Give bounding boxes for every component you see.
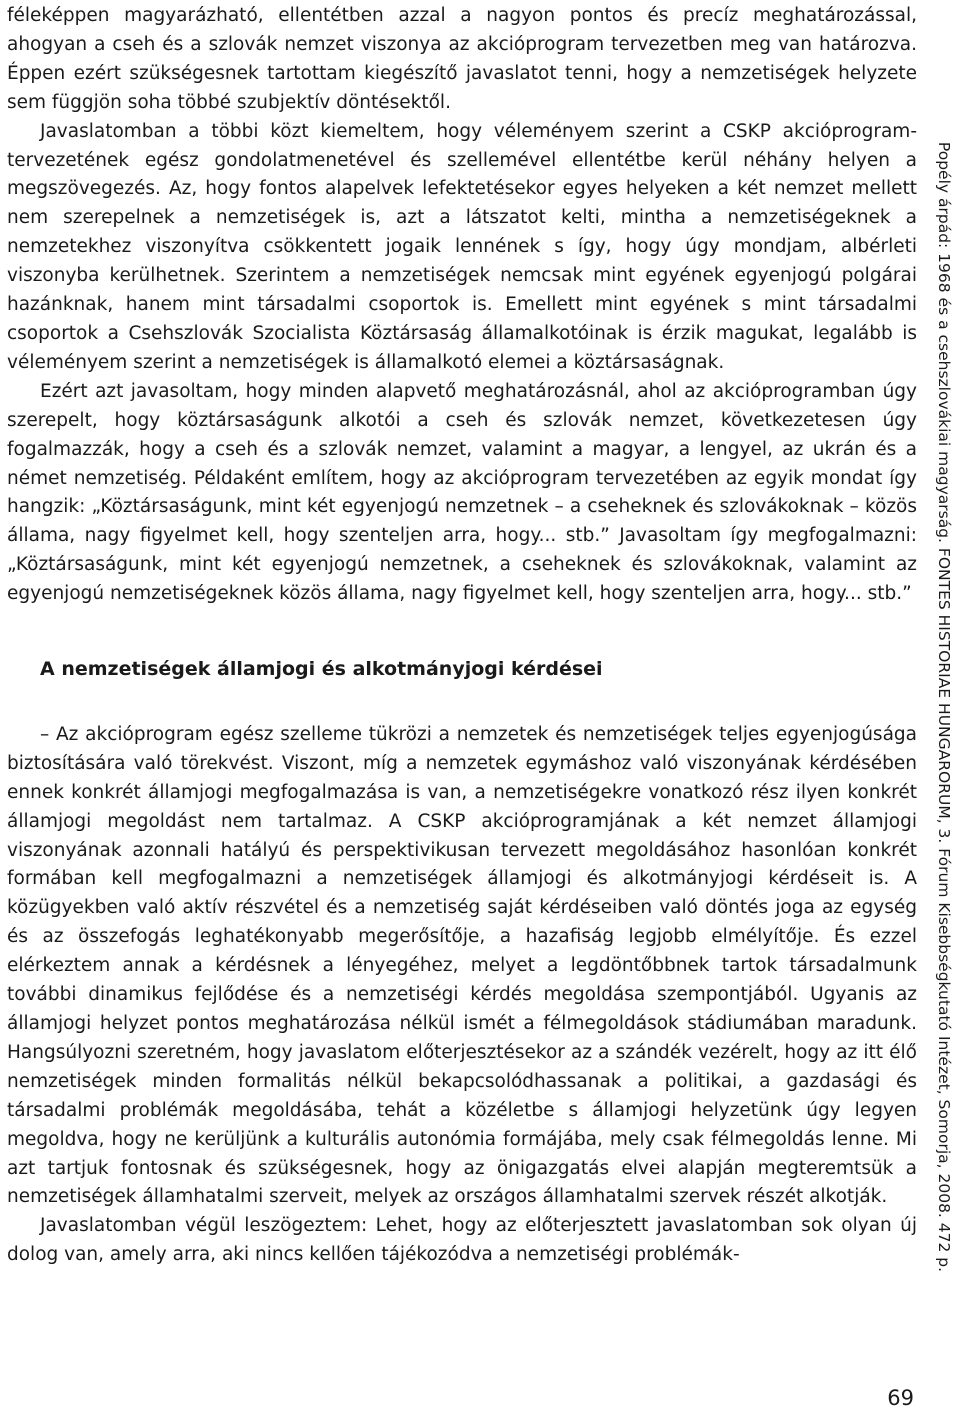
paragraph-2: Javaslatomban a többi közt kiemeltem, hogy véleményem szerint a CSKP akcióprogram-tervezetének egész gondolatmenetével és szellemével ellentétbe kerül néhány helyen a megszövegezés. Az, hogy fontos alapelvek lefektetésekor egyes helyeken a két nemzet mellett nem szerepelnek a nemzetiségek is, azt a látszatot kelti, mintha a nemzetiségeknek a nemzetekhez viszonyítva csökkentett jogaik lennének s így, hogy úgy mondjam, albérleti viszonyba kerülhetnek. Szerintem a nemzetiségek nemcsak mint egyének egyenjogú polgárai hazánknak, hanem mint társadalmi csoportok is. Emellett mint egyének s mint társadalmi csoportok a Csehszlovák Szocialista Köztársaság államalkotóinak is érzik magukat, legalább is véleményem szerint a nemzetiségek is államalkotó elemei a köztársaságnak. (7, 120, 917, 373)
paragraph-5: Javaslatomban végül leszögeztem: Lehet, hogy az előterjesztett javaslatomban sok olyan új dolog van, amely arra, aki nincs kellően tájékozódva a nemzetiségi problémák- (7, 1215, 917, 1266)
paragraph-3: Ezért azt javasoltam, hogy minden alapvető meghatározásnál, ahol az akcióprogramban úgy szerepelt, hogy köztársaságunk alkotói a cseh és szlovák nemzet, következetesen úgy fogalmazzák, hogy a cseh és a szlovák nemzet, valamint a magyar, a lengyel, az ukrán és a német nemzetiség. Példaként említem, hogy az akcióprogram tervezetében az egyik mondat így hangzik: „Köztársaságunk, mint két egyenjogú nemzetnek – a cseheknek és szlovákoknak – közös állama, nagy figyelmet kell, hogy szenteljen arra, hogy... stb.” Javasoltam így megfogalmazni: „Köztársaságunk, mint két egyenjogú nemzetnek, a cseheknek és szlovákoknak, valamint az egyenjogú nemzetiségeknek közös állama, nagy figyelmet kell, hogy szenteljen arra, hogy... stb.” (7, 380, 917, 605)
paragraph-1: féleképpen magyarázható, ellentétben azzal a nagyon pontos és precíz meghatározással, ahogyan a cseh és a szlovák nemzet viszonya az akcióprogram tervezetben meg van határozva. Éppen ezért szükségesnek tartottam kiegészítő javaslatot tenni, hogy a nemzetiségek helyzete sem függjön soha többé szubjektív döntésektől. (7, 5, 917, 113)
paragraph-4: – Az akcióprogram egész szelleme tükrözi a nemzetek és nemzetiségek teljes egyenjogúsága biztosítására való törekvést. Viszont, míg a nemzetek egymáshoz való viszonyának kérdésében ennek konkrét államjogi megfogalmazása is van, a nemzetiségekre vonatkozó rész ilyen konkrét államjogi megoldást nem tartalmaz. A CSKP akcióprogramjának a két nemzet államjogi viszonyának azonnali hatályú és perspektivikusan tervezett megoldásához hasonlóan konkrét formában kell megfogalmazni a nemzetiségek államjogi és alkotmányjogi kérdéseit is. A közügyekben való aktív részvétel és a nemzetiség saját kérdéseiben való döntés joga az egység és az összefogás leghatékonyabb megerősítője, a hazafiság legjobb elmélyítője. És ezzel elérkeztem annak a kérdésnek a lényegéhez, melyet a legdöntőbbnek tartok társadalmunk további dinamikus fejlődése és a nemzetiségi kérdés megoldása szempontjából. Ugyanis az államjogi helyzet pontos meghatározása nélkül ismét a félmegoldások stádiumában maradunk. Hangsúlyozni szeretném, hogy javaslatom előterjesztésekor az a szándék vezérelt, hogy az itt élő nemzetiségek minden formalitás nélkül bekapcsolódhassanak a politikai, a gazdasági és társadalmi problémák megoldásába, tehát a közéletbe s államjogi helyzetünk úgy legyen megoldva, hogy ne kerüljünk a kulturális autonómia formájába, mely csak félmegoldás lenne. Mi azt tartjuk fontosnak és szükségesnek, hogy az önigazgatás elvei alapján megteremtsük a nemzetiségek államhatalmi szerveit, melyek az országos államhatalmi szervek részét alkotják. (7, 723, 917, 1208)
body-text (7, 2, 917, 1270)
side-note-citation: Popély árpád: 1968 és a csehszlovákiai magyarság. FONTES HISTORIAE HUNGARORUM, 3. Fórum Kisebbségkutató Intézet, Somorja, 2008. 472 p. (935, 141, 953, 1273)
page-number: 69 (887, 1386, 914, 1410)
section-heading: A nemzetiségek államjogi és alkotmányjogi kérdései (40, 658, 603, 681)
